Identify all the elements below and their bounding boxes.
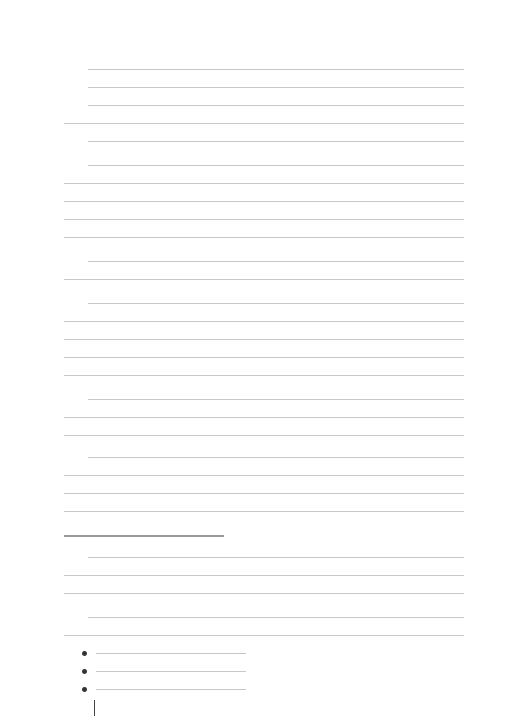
text-line	[88, 98, 464, 112]
text-line	[64, 176, 464, 190]
text-line	[88, 610, 464, 624]
text-line	[64, 332, 464, 346]
text-line	[64, 468, 464, 482]
page-number	[70, 702, 90, 716]
footer-divider	[94, 700, 95, 716]
text-line	[88, 62, 464, 76]
text-line	[88, 550, 464, 564]
text-line	[88, 80, 464, 94]
text-line	[64, 272, 464, 286]
text-line	[64, 486, 464, 500]
text-line	[64, 410, 464, 424]
text-line	[64, 586, 464, 600]
text-line	[64, 194, 464, 208]
list-item	[96, 646, 246, 660]
text-line	[88, 392, 464, 406]
text-line	[88, 158, 464, 172]
section-heading	[64, 528, 224, 542]
text-line	[64, 116, 464, 130]
bullet-marker	[82, 651, 87, 656]
text-line	[64, 428, 464, 442]
text-line	[64, 350, 464, 364]
text-line	[64, 212, 464, 226]
bullet-marker	[82, 669, 87, 674]
bullet-marker	[82, 687, 87, 692]
text-line	[64, 568, 464, 582]
list-item	[96, 682, 246, 696]
text-line	[64, 368, 464, 382]
text-line	[88, 296, 464, 310]
text-line	[88, 134, 464, 148]
text-line	[64, 628, 464, 642]
text-line	[88, 254, 464, 268]
text-line	[88, 450, 464, 464]
text-line	[64, 314, 464, 328]
text-line	[64, 504, 464, 518]
list-item	[96, 664, 246, 678]
running-footer-title	[100, 702, 190, 716]
text-line	[64, 230, 464, 244]
